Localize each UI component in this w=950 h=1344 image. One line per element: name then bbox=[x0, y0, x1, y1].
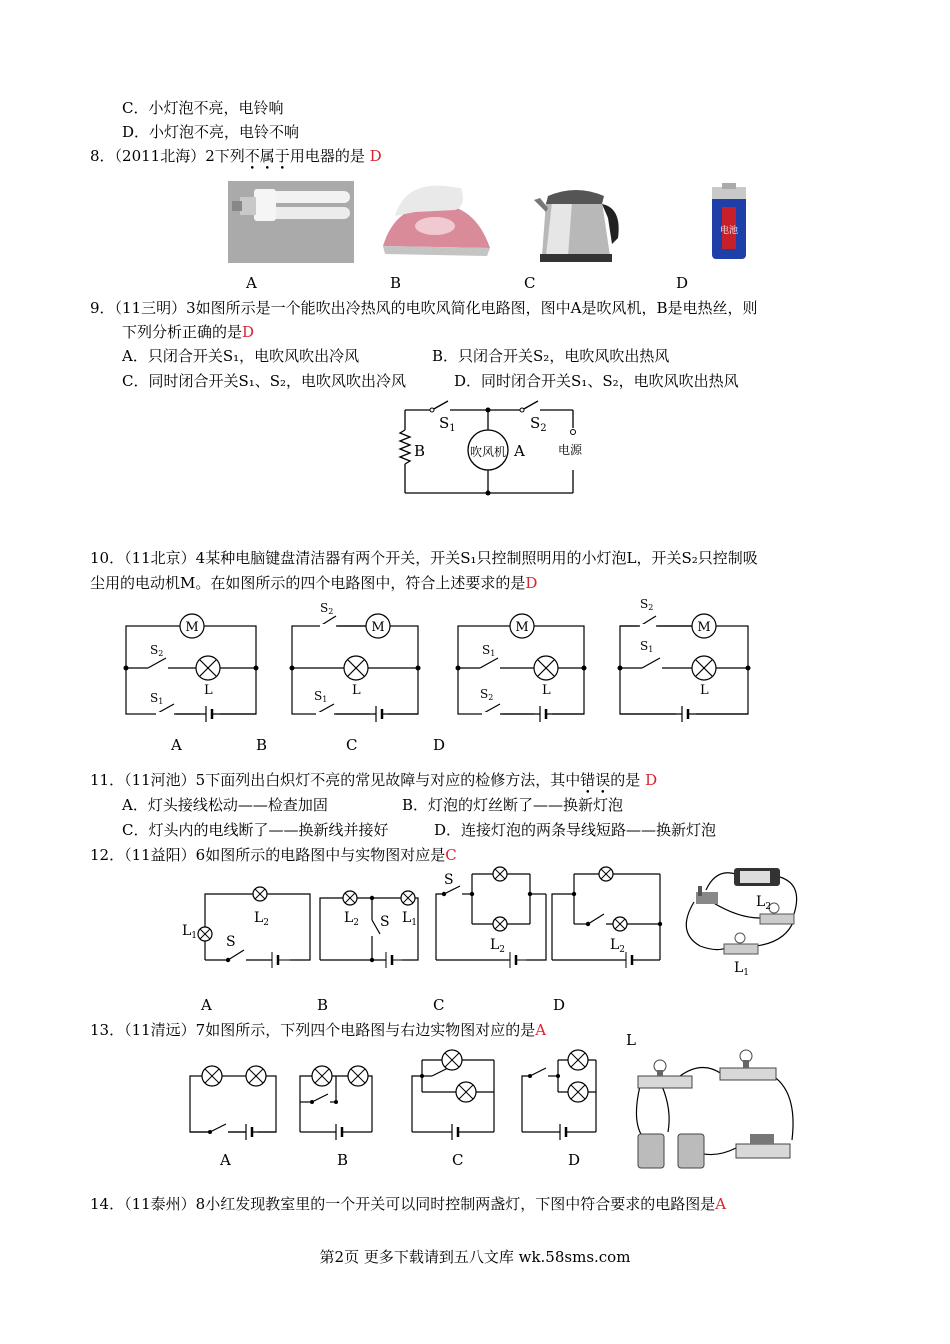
q8-stem: 8．（2011北海）2下列不属于用电器的是 D bbox=[90, 147, 382, 165]
lamp-label-a: L bbox=[204, 683, 213, 698]
q12-label-b: B bbox=[317, 996, 329, 1014]
page-footer: 第2页 更多下载请到五八文库 wk.58sms.com bbox=[319, 1248, 631, 1266]
q8-label-c: C bbox=[524, 274, 536, 292]
q9-option-a: A．只闭合开关S₁，电吹风吹出冷风 bbox=[122, 347, 360, 365]
q12-label-d: D bbox=[553, 996, 566, 1014]
q13-physical-circuit bbox=[632, 1040, 804, 1176]
q10-label-a: A bbox=[171, 736, 182, 754]
q12-answer: C bbox=[445, 846, 457, 864]
a-l2-label: $L_2$ bbox=[254, 910, 270, 928]
q13-label-c: C bbox=[452, 1151, 464, 1169]
a-s2-label: S2 bbox=[150, 643, 164, 658]
q10-stem-line1: 10．（11北京）4某种电脑键盘清洁器有两个开关，开关S₁只控制照明用的小灯泡L，开关S₂只控制吸 bbox=[90, 549, 758, 567]
q11-option-d: D．连接灯泡的两条导线短路——换新灯泡 bbox=[434, 821, 717, 839]
s2-label: $S_2$ bbox=[530, 414, 547, 434]
q9-circuit-diagram bbox=[396, 398, 596, 500]
a-label: A bbox=[514, 442, 525, 460]
q7-option-d: D．小灯泡不亮，电铃不响 bbox=[122, 123, 300, 141]
cfl-bulb-image bbox=[228, 181, 354, 263]
q11-option-c: C．灯头内的电线断了——换新线并接好 bbox=[122, 821, 389, 839]
q13-label-d: D bbox=[568, 1151, 581, 1169]
q11-option-b: B．灯泡的灯丝断了——换新灯泡 bbox=[402, 796, 624, 814]
q9-stem-line2: 下列分析正确的是D bbox=[122, 323, 255, 341]
q8-label-d: D bbox=[676, 274, 689, 292]
q13-l-label: L bbox=[626, 1031, 636, 1049]
q12-physical-circuit bbox=[676, 862, 814, 978]
battery-label: 电池 bbox=[719, 226, 739, 236]
q12-stem: 12．（11益阳）6如图所示的电路图中与实物图对应是C bbox=[90, 846, 457, 864]
kettle-image bbox=[532, 178, 624, 264]
q9-answer: D bbox=[242, 323, 255, 341]
q10-label-c: C bbox=[346, 736, 358, 754]
q7-option-c: C．小灯泡不亮，电铃响 bbox=[122, 99, 284, 117]
q11-answer: D bbox=[645, 771, 658, 789]
q10-circuit-diagrams bbox=[120, 596, 760, 721]
q13-answer: A bbox=[535, 1021, 547, 1039]
photo-l2-label: $L_2$ bbox=[756, 894, 772, 912]
motor-label-c: M bbox=[515, 620, 529, 635]
q14-answer: A bbox=[715, 1195, 727, 1213]
q10-label-d: D bbox=[433, 736, 446, 754]
q10-label-b: B bbox=[256, 736, 268, 754]
b-label: B bbox=[414, 442, 426, 460]
s1-label: $S_1$ bbox=[439, 414, 456, 434]
q9-option-d: D．同时闭合开关S₁、S₂，电吹风吹出热风 bbox=[454, 372, 739, 390]
q13-circuit-diagrams bbox=[186, 1044, 606, 1144]
b-s2-label: S2 bbox=[320, 601, 334, 616]
q11-option-a: A．灯头接线松动——检查加固 bbox=[122, 796, 328, 814]
b-l2-label: $L_2$ bbox=[344, 910, 360, 928]
c-s-label: S bbox=[444, 872, 454, 888]
q9-stem-line1: 9．（11三明）3如图所示是一个能吹出冷热风的电吹风简化电路图，图中A是吹风机，B是电热丝，则 bbox=[90, 299, 758, 317]
q13-stem: 13．（11清远）7如图所示，下列四个电路图与右边实物图对应的是A bbox=[90, 1021, 547, 1039]
q12-circuit-diagrams bbox=[180, 862, 680, 974]
q12-label-c: C bbox=[433, 996, 445, 1014]
q8-answer: D bbox=[369, 147, 382, 165]
a-s1-label: S1 bbox=[150, 691, 164, 706]
lamp-label-b: L bbox=[352, 683, 361, 698]
battery-image bbox=[708, 181, 750, 261]
q10-stem-line2: 尘用的电动机M。在如图所示的四个电路图中，符合上述要求的是D bbox=[90, 574, 538, 592]
motor-label-b: M bbox=[371, 620, 385, 635]
b-l1-label: $L_1$ bbox=[402, 910, 418, 928]
c-s1-label: S1 bbox=[482, 643, 496, 658]
a-l1-label: $L_1$ bbox=[182, 923, 198, 941]
q13-label-a: A bbox=[220, 1151, 231, 1169]
q9-option-b: B．只闭合开关S₂，电吹风吹出热风 bbox=[432, 347, 670, 365]
q11-stem: 11．（11河池）5下面列出白炽灯不亮的常见故障与对应的检修方法，其中错误的是 D bbox=[90, 771, 658, 789]
motor-label: 吹风机 bbox=[469, 445, 507, 459]
d-s2-label: S2 bbox=[640, 597, 654, 612]
q14-stem: 14．（11泰州）8小红发现教室里的一个开关可以同时控制两盏灯，下图中符合要求的电路图是A bbox=[90, 1195, 727, 1213]
q13-label-b: B bbox=[337, 1151, 349, 1169]
lamp-label-c: L bbox=[542, 683, 551, 698]
motor-label-a: M bbox=[185, 620, 199, 635]
c-l2-label: $L_2$ bbox=[490, 937, 506, 955]
d-s1-label: S1 bbox=[640, 639, 654, 654]
q8-label-a: A bbox=[246, 274, 257, 292]
iron-image bbox=[375, 176, 495, 266]
c-s2-label: S2 bbox=[480, 687, 494, 702]
q10-answer: D bbox=[525, 574, 538, 592]
q8-label-b: B bbox=[390, 274, 402, 292]
b-s1-label: S1 bbox=[314, 689, 328, 704]
d-l2-label: $L_2$ bbox=[610, 937, 626, 955]
photo-l1-label: $L_1$ bbox=[734, 960, 750, 978]
q9-option-c: C．同时闭合开关S₁、S₂，电吹风吹出冷风 bbox=[122, 372, 407, 390]
lamp-label-d: L bbox=[700, 683, 709, 698]
a-s-label: S bbox=[226, 934, 236, 950]
motor-label-d: M bbox=[697, 620, 711, 635]
q12-label-a: A bbox=[201, 996, 212, 1014]
b-s-label: S bbox=[380, 914, 390, 930]
power-label: 电源 bbox=[558, 443, 583, 457]
